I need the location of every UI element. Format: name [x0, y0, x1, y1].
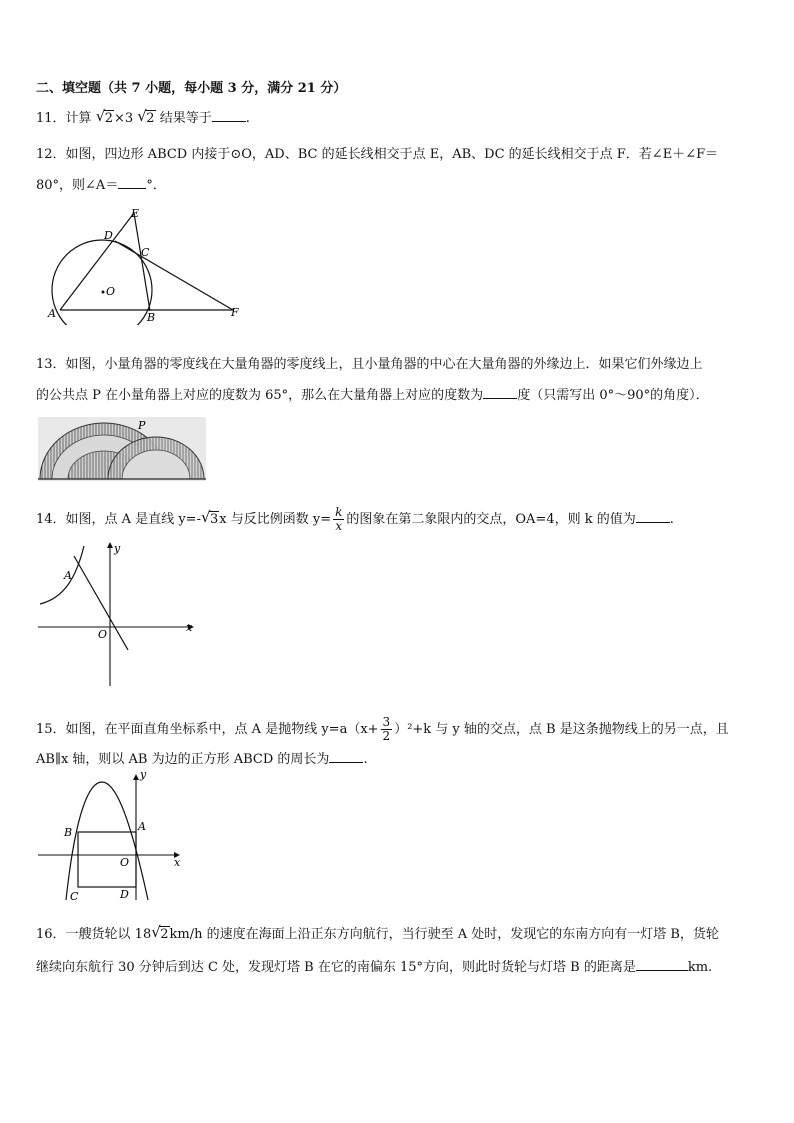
label-c: C — [70, 890, 79, 903]
q14-mid: x 与反比例函数 y= — [219, 512, 332, 527]
parabola-square-figure — [36, 768, 186, 906]
q16-post: km/h 的速度在海面上沿正东方向航行，当行驶至 A 处时，发现它的东南方向有一灯塔 B，货轮 — [169, 927, 719, 942]
fraction-3-over-2: $\frac{3}{2}$ — [382, 715, 391, 743]
question-15-line1 — [36, 716, 729, 743]
answer-blank — [636, 510, 670, 523]
sqrt-symbol: √ 2 — [137, 107, 155, 126]
q12-line2-post: °． — [146, 178, 166, 193]
q11-pre: 计算 — [65, 111, 92, 126]
q16-line2-pre: 继续向东航行 30 分钟后到达 C 处，发现灯塔 B 在它的南偏东 15°方向，则此时货轮与灯塔 B 的距离是 — [36, 960, 636, 975]
label-a: A — [48, 307, 56, 320]
q15-line2-pre: AB∥x 轴，则以 AB 为边的正方形 ABCD 的周长为 — [36, 752, 330, 767]
q12-line2-pre: 80°，则∠A＝ — [36, 178, 119, 193]
label-o: O — [98, 628, 108, 641]
label-y: y — [140, 768, 147, 781]
q13-line2-post: 度（只需写出 0°～90°的角度）． — [517, 388, 709, 403]
answer-blank — [636, 958, 688, 971]
line-ad-e — [60, 213, 134, 310]
hyperbola-curve — [40, 546, 84, 604]
q16-pre: 16．一艘货轮以 18 — [36, 927, 152, 942]
q15-line2-post: . — [363, 752, 368, 767]
q15-pre: 15．如图，在平面直角坐标系中，点 A 是抛物线 y=a（x+ — [36, 722, 379, 737]
q16-line2-post: km. — [687, 960, 713, 975]
q13-line2-pre: 的公共点 P 在小量角器上对应的度数为 65°，那么在大量角器上对应的度数为 — [36, 388, 484, 403]
answer-blank — [118, 176, 146, 189]
label-y: y — [114, 542, 121, 555]
sqrt-symbol: √ 2 — [95, 107, 113, 126]
label-c: C — [141, 246, 150, 259]
label-x: x — [174, 856, 181, 869]
protractor-figure — [38, 417, 206, 481]
question-14 — [36, 506, 674, 533]
hyperbola-line-figure — [36, 538, 196, 690]
label-d: D — [120, 888, 129, 901]
question-15-line2 — [36, 750, 368, 769]
q11-end: . — [245, 111, 250, 126]
y-axis-arrow — [107, 542, 113, 548]
label-b: B — [147, 311, 156, 324]
sqrt-symbol: √ 3 — [200, 508, 219, 527]
sqrt-symbol: √ 2 — [151, 923, 169, 942]
q11-post: 结果等于 — [159, 111, 212, 126]
q11-number: 11． — [36, 111, 66, 126]
q11-mid: ×3 — [113, 111, 134, 126]
label-b: B — [64, 826, 73, 839]
question-12-line2 — [36, 176, 166, 195]
line-bc-e — [134, 213, 150, 311]
y-axis-arrow — [133, 774, 139, 780]
center-point — [102, 291, 105, 294]
label-o: O — [106, 285, 116, 298]
circle-o — [52, 240, 152, 325]
fraction-k-over-x: $\frac{k}{x}$ — [335, 505, 343, 533]
question-16-line1 — [36, 923, 719, 944]
question-11 — [36, 109, 250, 128]
circle-quadrilateral-figure — [40, 203, 250, 325]
section-title: 二、填空题（共 7 小题，每小题 3 分，满分 21 分） — [36, 81, 347, 96]
q15-post: ）²+k 与 y 轴的交点，点 B 是这条抛物线上的另一点，且 — [394, 722, 729, 737]
question-12-line1: 12．如图，四边形 ABCD 内接于⊙O，AD、BC 的延长线相交于点 E，AB、DC 的延长线相交于点 F．若∠E＋∠F＝ — [36, 147, 719, 162]
question-13-line1: 13．如图，小量角器的零度线在大量角器的零度线上，且小量角器的中心在大量角器的外缘边上．如果它们外缘边上 — [36, 357, 703, 372]
line-dc-f — [115, 241, 233, 310]
label-p: P — [138, 419, 146, 432]
answer-blank — [483, 386, 517, 399]
label-a: A — [64, 569, 72, 582]
answer-blank — [329, 750, 363, 763]
q14-post: 的图象在第二象限内的交点，OA=4，则 k 的值为 — [346, 512, 636, 527]
label-a: A — [138, 820, 146, 833]
label-d: D — [104, 229, 113, 242]
label-e: E — [131, 207, 140, 220]
label-x: x — [186, 621, 193, 634]
question-13-line2 — [36, 386, 709, 405]
q14-end: . — [669, 512, 674, 527]
label-f: F — [231, 306, 239, 319]
label-o: O — [120, 856, 130, 869]
q14-pre: 14．如图，点 A 是直线 y=- — [36, 512, 201, 527]
answer-blank — [212, 109, 246, 122]
question-16-line2 — [36, 958, 712, 977]
